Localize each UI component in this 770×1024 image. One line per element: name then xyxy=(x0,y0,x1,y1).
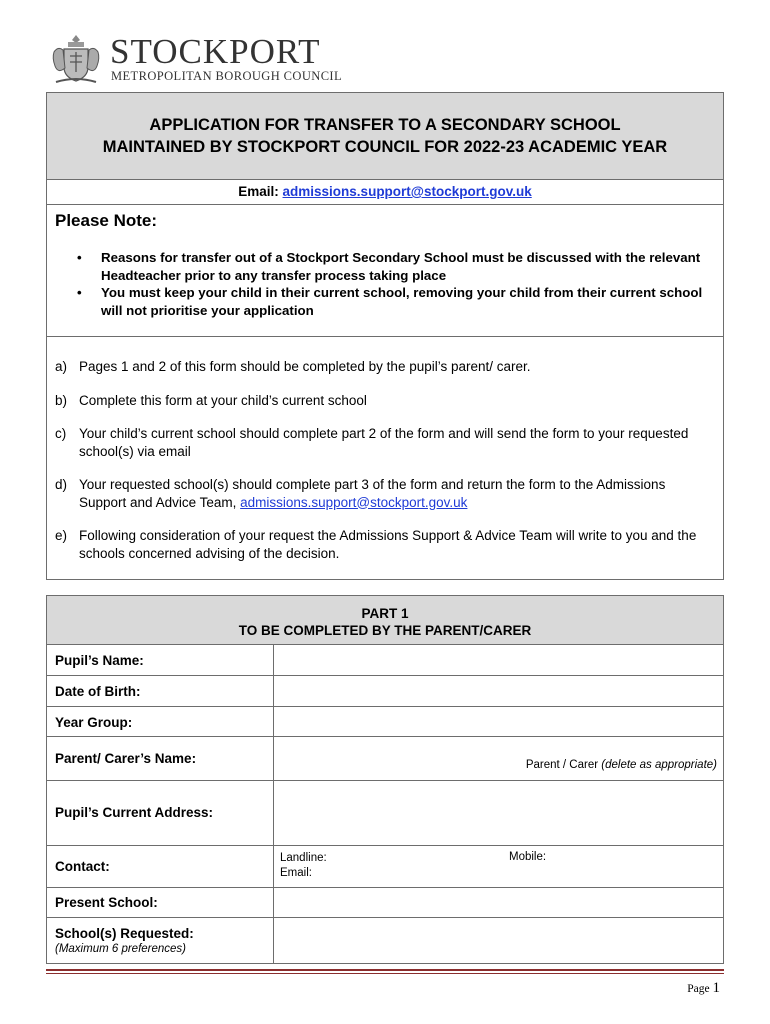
present-school-label: Present School: xyxy=(55,895,158,910)
part1-header xyxy=(46,595,724,645)
council-brand-name: STOCKPORT xyxy=(110,32,321,71)
instruction-e-label: e) xyxy=(55,528,68,543)
page-number-value: 1 xyxy=(712,980,720,996)
address-field[interactable] xyxy=(274,781,723,845)
email-label: Email: xyxy=(238,184,279,199)
instruction-a-label: a) xyxy=(55,359,68,374)
instruction-d-label: d) xyxy=(55,477,68,492)
parent-carer-hint: Parent / Carer (delete as appropriate) xyxy=(525,759,717,771)
year-group-field[interactable] xyxy=(274,707,723,736)
instruction-a xyxy=(55,358,715,376)
note-bullet-list xyxy=(71,249,711,319)
instruction-a-text: Pages 1 and 2 of this form should be completed by the pupil’s parent/ carer. xyxy=(79,359,531,374)
page-label: Page xyxy=(687,983,710,995)
parent-name-label: Parent/ Carer’s Name: xyxy=(55,751,197,766)
footer-divider-thin xyxy=(46,973,724,974)
schools-requested-row xyxy=(46,918,724,964)
council-brand-subtitle: METROPOLITAN BOROUGH COUNCIL xyxy=(111,69,343,83)
page-number xyxy=(687,980,720,997)
instruction-d-email-link[interactable]: admissions.support@stockport.gov.uk xyxy=(240,494,468,510)
year-group-label: Year Group: xyxy=(55,715,133,730)
council-crest-icon xyxy=(50,32,102,88)
address-label: Pupil’s Current Address: xyxy=(55,805,214,820)
contact-email-label: Email: xyxy=(280,867,312,879)
instruction-e xyxy=(55,527,715,562)
contact-email-row xyxy=(46,179,724,205)
note-bullet-1: • Reasons for transfer out of a Stockport Secondary School must be discussed with the relevant Headteacher prior to any transfer process taking place xyxy=(71,249,711,284)
instruction-d xyxy=(55,476,715,511)
form-title-line-2: MAINTAINED BY STOCKPORT COUNCIL FOR 2022-23 ACADEMIC YEAR xyxy=(102,138,668,156)
dob-label: Date of Birth: xyxy=(55,684,141,699)
footer-divider xyxy=(46,969,724,971)
pupil-name-label: Pupil’s Name: xyxy=(55,653,144,668)
dob-field[interactable] xyxy=(274,676,723,706)
parent-name-row xyxy=(46,737,724,781)
instruction-c-label: c) xyxy=(55,426,67,441)
instruction-e-text: Following consideration of your request the Admissions Support & Advice Team will write to you and the schools concerned advising of the decision. xyxy=(79,528,697,561)
instruction-c xyxy=(55,425,715,460)
form-title-line-1: APPLICATION FOR TRANSFER TO A SECONDARY SCHOOL xyxy=(149,116,621,134)
instruction-b xyxy=(55,392,715,410)
part1-subtitle: TO BE COMPLETED BY THE PARENT/CARER xyxy=(238,623,532,638)
instruction-c-text: Your child’s current school should complete part 2 of the form and will send the form to your requested school(s) via email xyxy=(79,426,689,459)
form-title-box xyxy=(46,92,724,180)
instruction-b-label: b) xyxy=(55,393,68,408)
mobile-label[interactable]: Mobile: xyxy=(509,851,547,863)
dob-row xyxy=(46,676,724,707)
admissions-email-link[interactable]: admissions.support@stockport.gov.uk xyxy=(282,184,532,199)
instructions-box xyxy=(46,336,724,580)
pupil-name-row xyxy=(46,645,724,676)
contact-label: Contact: xyxy=(55,859,110,874)
instruction-d-text: Your requested school(s) should complete part 3 of the form and return the form to the Admissions Support and Advice Team, xyxy=(79,477,666,510)
address-row xyxy=(46,781,724,846)
year-group-row xyxy=(46,707,724,737)
contact-landline-email[interactable] xyxy=(280,851,327,881)
schools-requested-label: School(s) Requested: xyxy=(55,926,194,941)
present-school-field[interactable] xyxy=(274,888,723,917)
landline-label: Landline: xyxy=(280,852,327,864)
pupil-name-field[interactable] xyxy=(274,645,723,675)
max-preferences-note: (Maximum 6 preferences) xyxy=(55,943,187,955)
please-note-title: Please Note: xyxy=(55,211,158,230)
part1-title: PART 1 xyxy=(361,606,409,621)
present-school-row xyxy=(46,888,724,918)
please-note-box xyxy=(46,204,724,337)
schools-requested-field[interactable] xyxy=(274,918,723,963)
note-bullet-2: • You must keep your child in their current school, removing your child from their current school will not prioritise your application xyxy=(71,284,711,319)
contact-row xyxy=(46,846,724,888)
instruction-b-text: Complete this form at your child’s current school xyxy=(79,393,367,408)
